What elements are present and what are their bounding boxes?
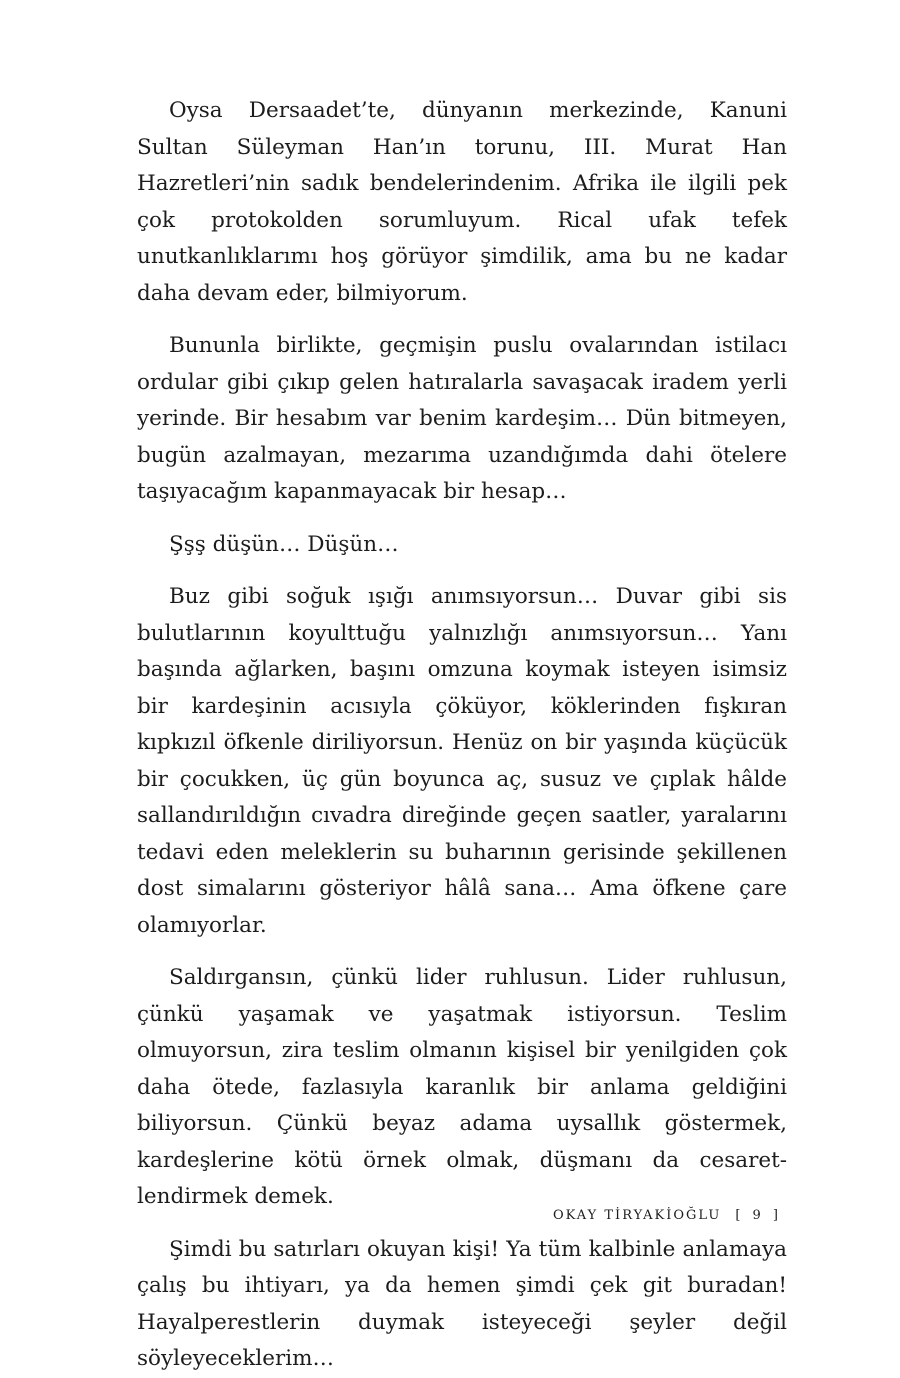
body-text: [137, 93, 787, 1378]
page-footer: [553, 1208, 782, 1223]
paragraph: Buz gibi soğuk ışığı anımsıyorsun… Duvar gibi sis bulutlarının koyulttuğu yalnızlığı anımsıyorsun… Yanı başında ağlarken, başını omzuna koymak isteyen isimsiz bir kardeşinin acısıyla çöküyor, köklerinden fışkıran kıpkızıl öfkenle diriliyorsun. Henüz on bir yaşında küçücük bir çocukken, üç gün boyunca aç, susuz ve çıplak hâlde sallandırıldığın cıvadra direğinde geçen saatler, yaralarını tedavi eden meleklerin su buharının gerisinde şekillenen dost simalarını gösteriyor hâlâ sana… Ama öfkene çare olamıyorlar.: [137, 584, 787, 938]
paragraph: Şimdi bu satırları okuyan kişi! Ya tüm kalbinle anlamaya çalış bu ihtiyarı, ya da hemen şimdi çek git buradan! Hayalperestlerin duymak isteyeceği şeyler değil söyleyeceklerim…: [137, 1236, 787, 1371]
paragraph: Oysa Dersaadet’te, dünyanın merkezinde, Kanuni Sultan Süleyman Han’ın torunu, III. Murat Han Hazretleri’nin sadık bendelerindenim. Afrika ile ilgili pek çok protokolden sorumluyum. Rical ufak tefek unutkanlıklarımı hoş görüyor şimdilik, ama bu ne kadar daha devam eder, bilmiyorum.: [137, 98, 787, 306]
author-name: OKAY TİRYAKİOĞLU: [552, 1208, 722, 1223]
paragraph: Şşş düşün… Düşün…: [169, 531, 399, 557]
page-number: [ 9 ]: [735, 1208, 782, 1223]
paragraph: Saldırgansın, çünkü lider ruhlusun. Lider ruhlusun, çünkü yaşamak ve yaşatmak istiyorsun. Teslim olmuyorsun, zira teslim olmanın kişisel bir yenilgiden çok daha ötede, fazlasıyla karanlık bir anlama geldiğini biliyorsun. Çünkü beyaz adama uysallık göstermek, kardeşlerine kötü örnek olmak, düşmanı da cesaretlendirmek demek.: [137, 965, 787, 1209]
paragraph: Bununla birlikte, geçmişin puslu ovalarından istilacı ordular gibi çıkıp gelen hatıralarla savaşacak iradem yerli yerinde. Bir hesabım var benim kardeşim… Dün bitmeyen, bugün azalmayan, mezarıma uzandığımda dahi ötelere taşıyacağım kapanmayacak bir hesap…: [137, 333, 787, 504]
